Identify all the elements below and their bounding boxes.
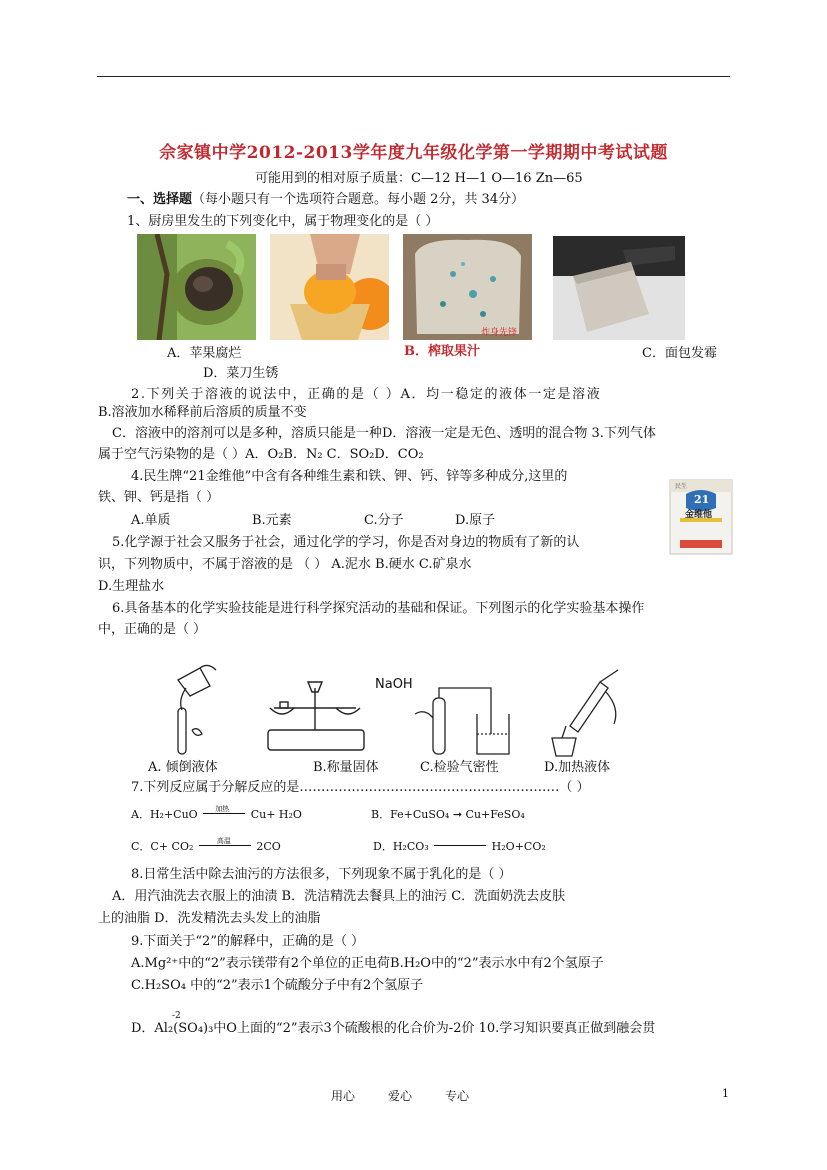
page-title: 佘家镇中学2012-2013学年度九年级化学第一学期期中考试试题	[159, 143, 668, 163]
q4-option-b: B.元素	[252, 513, 292, 528]
q7-a-arrow	[201, 805, 247, 818]
box-number: 21	[694, 493, 710, 506]
box-name: 金维他	[685, 510, 713, 520]
q2-line3: C．溶液中的溶剂可以是多种，溶质只能是一种D．溶液一定是无色、透明的混合物 3.下列气体	[112, 426, 656, 441]
section-heading	[127, 191, 524, 209]
q9-option-d: D．Al₂(SO₄)₃中O上面的“2”表示3个硫酸根的化合价为-2价 10.学习知识要真正做到融会贯	[131, 1021, 656, 1036]
q9-option-a: A.Mg²⁺中的“2”表示镁带有2个单位的正电荷B.H₂O中的“2”表示水中有2个氢原子	[131, 956, 604, 971]
q4-line2: 铁、钾、钙是指（ ）	[98, 490, 220, 505]
q4-option-d: D.原子	[455, 513, 496, 528]
q6-caption-a: A. 倾倒液体	[148, 760, 218, 775]
q6-caption-b: B.称量固体	[313, 760, 379, 775]
airtightness-drawing	[405, 684, 520, 760]
q4-option-c: C.分子	[364, 513, 404, 528]
q7-d-products: H₂O+CO₂	[491, 840, 546, 853]
q9-option-c: C.H₂SO₄ 中的“2”表示1个硫酸分子中有2个氢原子	[131, 978, 424, 993]
q7-option-d	[373, 838, 546, 856]
q4-line1: 4.民生牌“21金维他”中含有各种维生素和铁、钾、钙、锌等多种成分,这里的	[131, 469, 568, 484]
q4-option-a: A.单质	[131, 513, 171, 528]
page-number: 1	[722, 1087, 729, 1100]
q7-b-arrow: ➞	[452, 808, 466, 821]
q7-b-products: Cu+FeSO₄	[465, 808, 525, 821]
q2-line2: B.溶液加水稀释前后溶质的质量不变	[98, 405, 307, 420]
q7-option-a	[131, 806, 302, 824]
q7-c-products: 2CO	[256, 840, 281, 853]
q6-line1: 6.具备基本的化学实验技能是进行科学探究活动的基础和保证。下列图示的化学实验基本操作	[112, 601, 645, 616]
naoh-label: NaOH	[375, 677, 413, 692]
q1-option-d: D．菜刀生锈	[203, 366, 279, 381]
q6-line2: 中，正确的是（ ）	[98, 622, 207, 637]
heating-liquid-drawing	[540, 668, 630, 760]
q8-line3: 上的油脂 D．洗发精洗去头发上的油脂	[98, 911, 321, 926]
q7-stem: 7.下列反应属于分解反应的是……………………………………………………（ ）	[131, 780, 590, 795]
q8-line2: A．用汽油洗去衣服上的油渍 B．洗洁精洗去餐具上的油污 C．洗面奶洗去皮肤	[112, 889, 566, 904]
q1-option-c: C．面包发霉	[642, 346, 717, 361]
footer-item-2: 爱心	[388, 1089, 413, 1103]
q7-option-b	[371, 806, 525, 824]
image-caption: 炸身先锋	[481, 328, 518, 338]
box-brand: 民生	[675, 483, 688, 490]
q2-line1: 2.下列关于溶液的说法中，正确的是（ ）A．均一稳定的液体一定是溶液	[131, 387, 602, 402]
juicing-image	[270, 234, 389, 340]
q6-caption-d: D.加热液体	[544, 760, 611, 775]
q7-a-reactants: A．H₂+CuO	[131, 808, 198, 821]
q1-stem: 1、厨房里发生的下列变化中，属于物理变化的是（ ）	[127, 214, 439, 229]
section-note: （每小题只有一个选项符合题意。每小题 2分，共 34分）	[192, 192, 525, 207]
header-rule	[97, 76, 730, 77]
footer-item-1: 用心	[331, 1089, 356, 1103]
q7-b-reactants: B．Fe+CuSO₄	[371, 808, 450, 821]
q5-line2: 识，下列物质中，不属于溶液的是 （ ） A.泥水 B.硬水 C.矿泉水	[98, 557, 472, 572]
q7-a-products: Cu+ H₂O	[250, 808, 302, 821]
q5-line1: 5.化学源于社会又服务于社会，通过化学的学习，你是否对身边的物质有了新的认	[112, 535, 580, 550]
q5-line3: D.生理盐水	[98, 579, 165, 594]
q3-line: 属于空气污染物的是（ ）A．O₂B．N₂ C．SO₂D．CO₂	[98, 447, 424, 462]
q7-c-arrow	[197, 837, 253, 850]
balance-drawing	[260, 668, 370, 758]
footer-item-3: 专心	[445, 1089, 470, 1103]
vitamin-box-image	[666, 478, 736, 556]
q9-stem: 9.下面关于“2”的解释中，正确的是（ ）	[131, 934, 365, 949]
q7-a-condition: 加热	[215, 805, 230, 813]
q8-line1: 8.日常生活中除去油污的方法很多，下列现象不属于乳化的是（ ）	[131, 867, 512, 882]
section-title: 一、选择题	[127, 192, 193, 207]
q9-charge-mark: -2	[172, 1011, 181, 1021]
pour-liquid-drawing	[138, 660, 228, 760]
moldy-bread-image	[403, 234, 532, 340]
q7-d-arrow	[432, 840, 488, 850]
q7-c-condition: 高温	[216, 837, 231, 845]
rotten-apple-image	[137, 234, 256, 340]
q7-d-reactants: D．H₂CO₃	[373, 840, 429, 853]
q7-option-c	[131, 838, 281, 856]
q1-option-a: A．苹果腐烂	[167, 346, 242, 361]
atomic-masses: 可能用到的相对原子质量：C—12 H—1 O—16 Zn—65	[255, 171, 583, 186]
rusty-knife-image	[553, 236, 685, 340]
q7-c-reactants: C．C+ CO₂	[131, 840, 194, 853]
q1-option-b: B．榨取果汁	[404, 344, 480, 359]
q6-caption-c: C.检验气密性	[420, 760, 499, 775]
